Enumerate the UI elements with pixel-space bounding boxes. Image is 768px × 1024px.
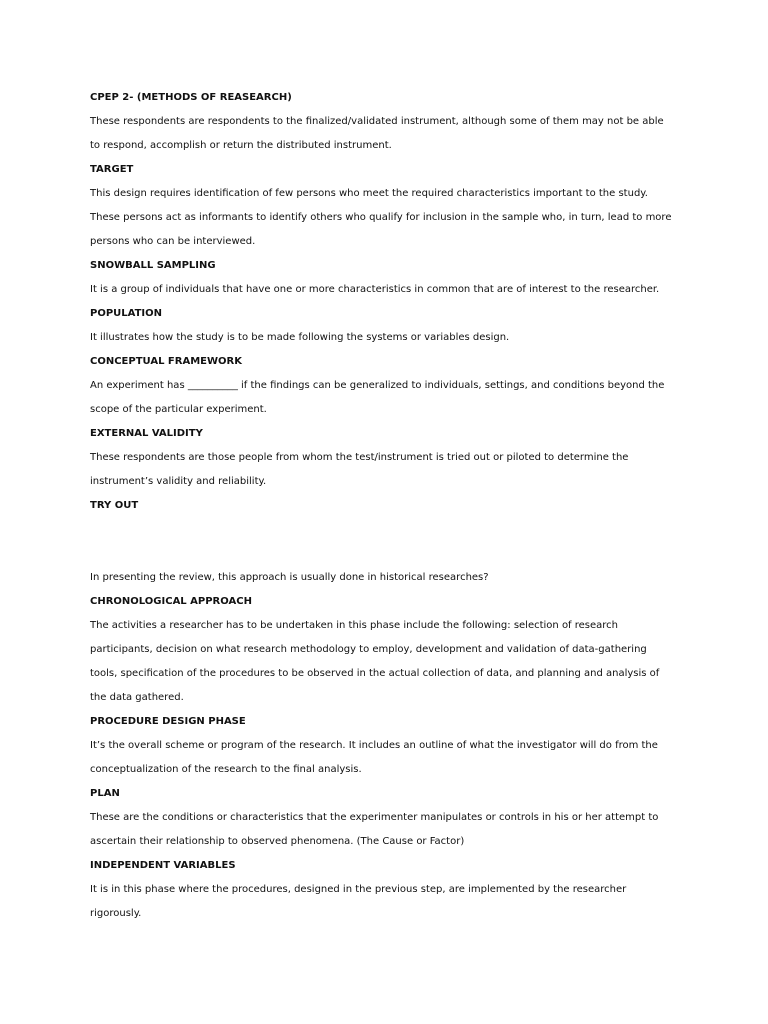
answer-heading: POPULATION: [90, 308, 163, 319]
document-title: CPEP 2- (METHODS OF REASEARCH): [90, 92, 292, 103]
answer-heading: CHRONOLOGICAL APPROACH: [90, 596, 252, 607]
question-text: tools, specification of the procedures to be observed in the actual collection of data, and planning and analysis of: [90, 668, 660, 679]
question-text: It is in this phase where the procedures, designed in the previous step, are implemented by the researcher: [90, 884, 627, 895]
question-text: These persons act as informants to identify others who qualify for inclusion in the sample who, in turn, lead to more: [90, 212, 672, 223]
answer-heading: EXTERNAL VALIDITY: [90, 428, 203, 439]
question-text: These are the conditions or characteristics that the experimenter manipulates or controls in his or her attempt to: [90, 812, 659, 823]
question-text: An experiment has __________ if the findings can be generalized to individuals, settings, and conditions beyond the: [90, 380, 665, 391]
answer-heading: SNOWBALL SAMPLING: [90, 260, 216, 271]
answer-heading: PLAN: [90, 788, 120, 799]
answer-heading: INDEPENDENT VARIABLES: [90, 860, 236, 871]
question-text: the data gathered.: [90, 692, 184, 703]
question-text: to respond, accomplish or return the distributed instrument.: [90, 140, 392, 151]
question-text: persons who can be interviewed.: [90, 236, 256, 247]
question-text: rigorously.: [90, 908, 142, 919]
answer-heading: PROCEDURE DESIGN PHASE: [90, 716, 246, 727]
question-text: This design requires identification of few persons who meet the required characteristics important to the study.: [90, 188, 648, 199]
answer-heading: TARGET: [90, 164, 134, 175]
question-text: conceptualization of the research to the final analysis.: [90, 764, 362, 775]
question-text: It’s the overall scheme or program of the research. It includes an outline of what the investigator will do from the: [90, 740, 658, 751]
question-text: These respondents are respondents to the finalized/validated instrument, although some of them may not be able: [90, 116, 664, 127]
answer-heading: TRY OUT: [90, 500, 139, 511]
question-text: participants, decision on what research methodology to employ, development and validation of data-gathering: [90, 644, 647, 655]
question-text: The activities a researcher has to be undertaken in this phase include the following: selection of research: [90, 620, 619, 631]
question-text: instrument’s validity and reliability.: [90, 476, 267, 487]
question-text: scope of the particular experiment.: [90, 404, 267, 415]
document-body: [90, 86, 680, 926]
question-text: It illustrates how the study is to be made following the systems or variables design.: [90, 332, 510, 343]
question-text: These respondents are those people from whom the test/instrument is tried out or piloted to determine the: [90, 452, 629, 463]
answer-heading: CONCEPTUAL FRAMEWORK: [90, 356, 242, 367]
question-text: It is a group of individuals that have one or more characteristics in common that are of interest to the researcher.: [90, 284, 660, 295]
question-text: ascertain their relationship to observed phenomena. (The Cause or Factor): [90, 836, 465, 847]
question-text: In presenting the review, this approach is usually done in historical researches?: [90, 572, 489, 583]
section-spacer: [90, 518, 680, 566]
